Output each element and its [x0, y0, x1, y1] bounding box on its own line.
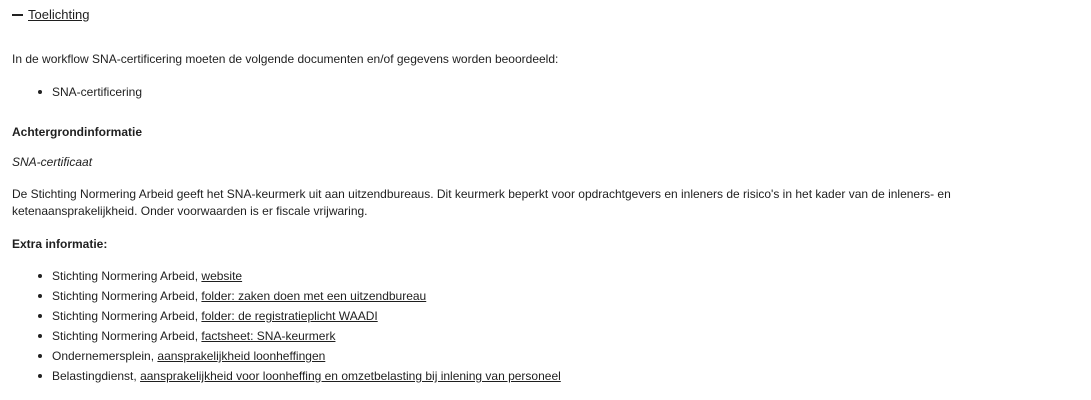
documents-list — [12, 82, 142, 102]
background-paragraph: De Stichting Normering Arbeid geeft het SNA-keurmerk uit aan uitzendbureaus. Dit keurmerk beperkt voor opdrachtgevers en inleners de risico's in het kader van de inleners- en ketenaansprakelijkheid. Onder voorwaarden is er fiscale vrijwaring. — [12, 187, 951, 218]
background-heading: Achtergrondinformatie — [12, 125, 143, 139]
link-source: Stichting Normering Arbeid, — [52, 329, 202, 343]
link-source: Ondernemersplein, — [52, 349, 158, 363]
extra-info-heading: Extra informatie: — [12, 237, 108, 251]
list-item — [12, 286, 561, 306]
extra-info-list — [12, 266, 561, 386]
aansprakelijkheid-omzetbelasting-link[interactable]: aansprakelijkheid voor loonheffing en omzetbelasting bij inlening van personeel — [140, 369, 561, 383]
list-item — [12, 306, 561, 326]
aansprakelijkheid-loonheffingen-link[interactable]: aansprakelijkheid loonheffingen — [157, 349, 326, 363]
list-item — [12, 326, 561, 346]
background-subheading: SNA-certificaat — [12, 155, 93, 169]
toelichting-link[interactable]: Toelichting — [28, 7, 90, 22]
link-source: Stichting Normering Arbeid, — [52, 289, 202, 303]
intro-text: In de workflow SNA-certificering moeten de volgende documenten en/of gegevens worden beoordeeld: — [12, 52, 559, 66]
link-source: Stichting Normering Arbeid, — [52, 269, 202, 283]
list-item — [12, 366, 561, 386]
website-link[interactable]: website — [201, 269, 243, 283]
link-source: Stichting Normering Arbeid, — [52, 309, 202, 323]
factsheet-sna-link[interactable]: factsheet: SNA-keurmerk — [201, 329, 336, 343]
list-item — [12, 346, 561, 366]
collapse-dash-icon — [12, 14, 23, 16]
toelichting-toggle[interactable] — [12, 6, 89, 23]
folder-waadi-link[interactable]: folder: de registratieplicht WAADI — [201, 309, 378, 323]
folder-uitzendbureau-link[interactable]: folder: zaken doen met een uitzendbureau — [201, 289, 427, 303]
list-item — [12, 266, 561, 286]
list-item: SNA-certificering — [12, 82, 142, 102]
link-source: Belastingdienst, — [52, 369, 141, 383]
